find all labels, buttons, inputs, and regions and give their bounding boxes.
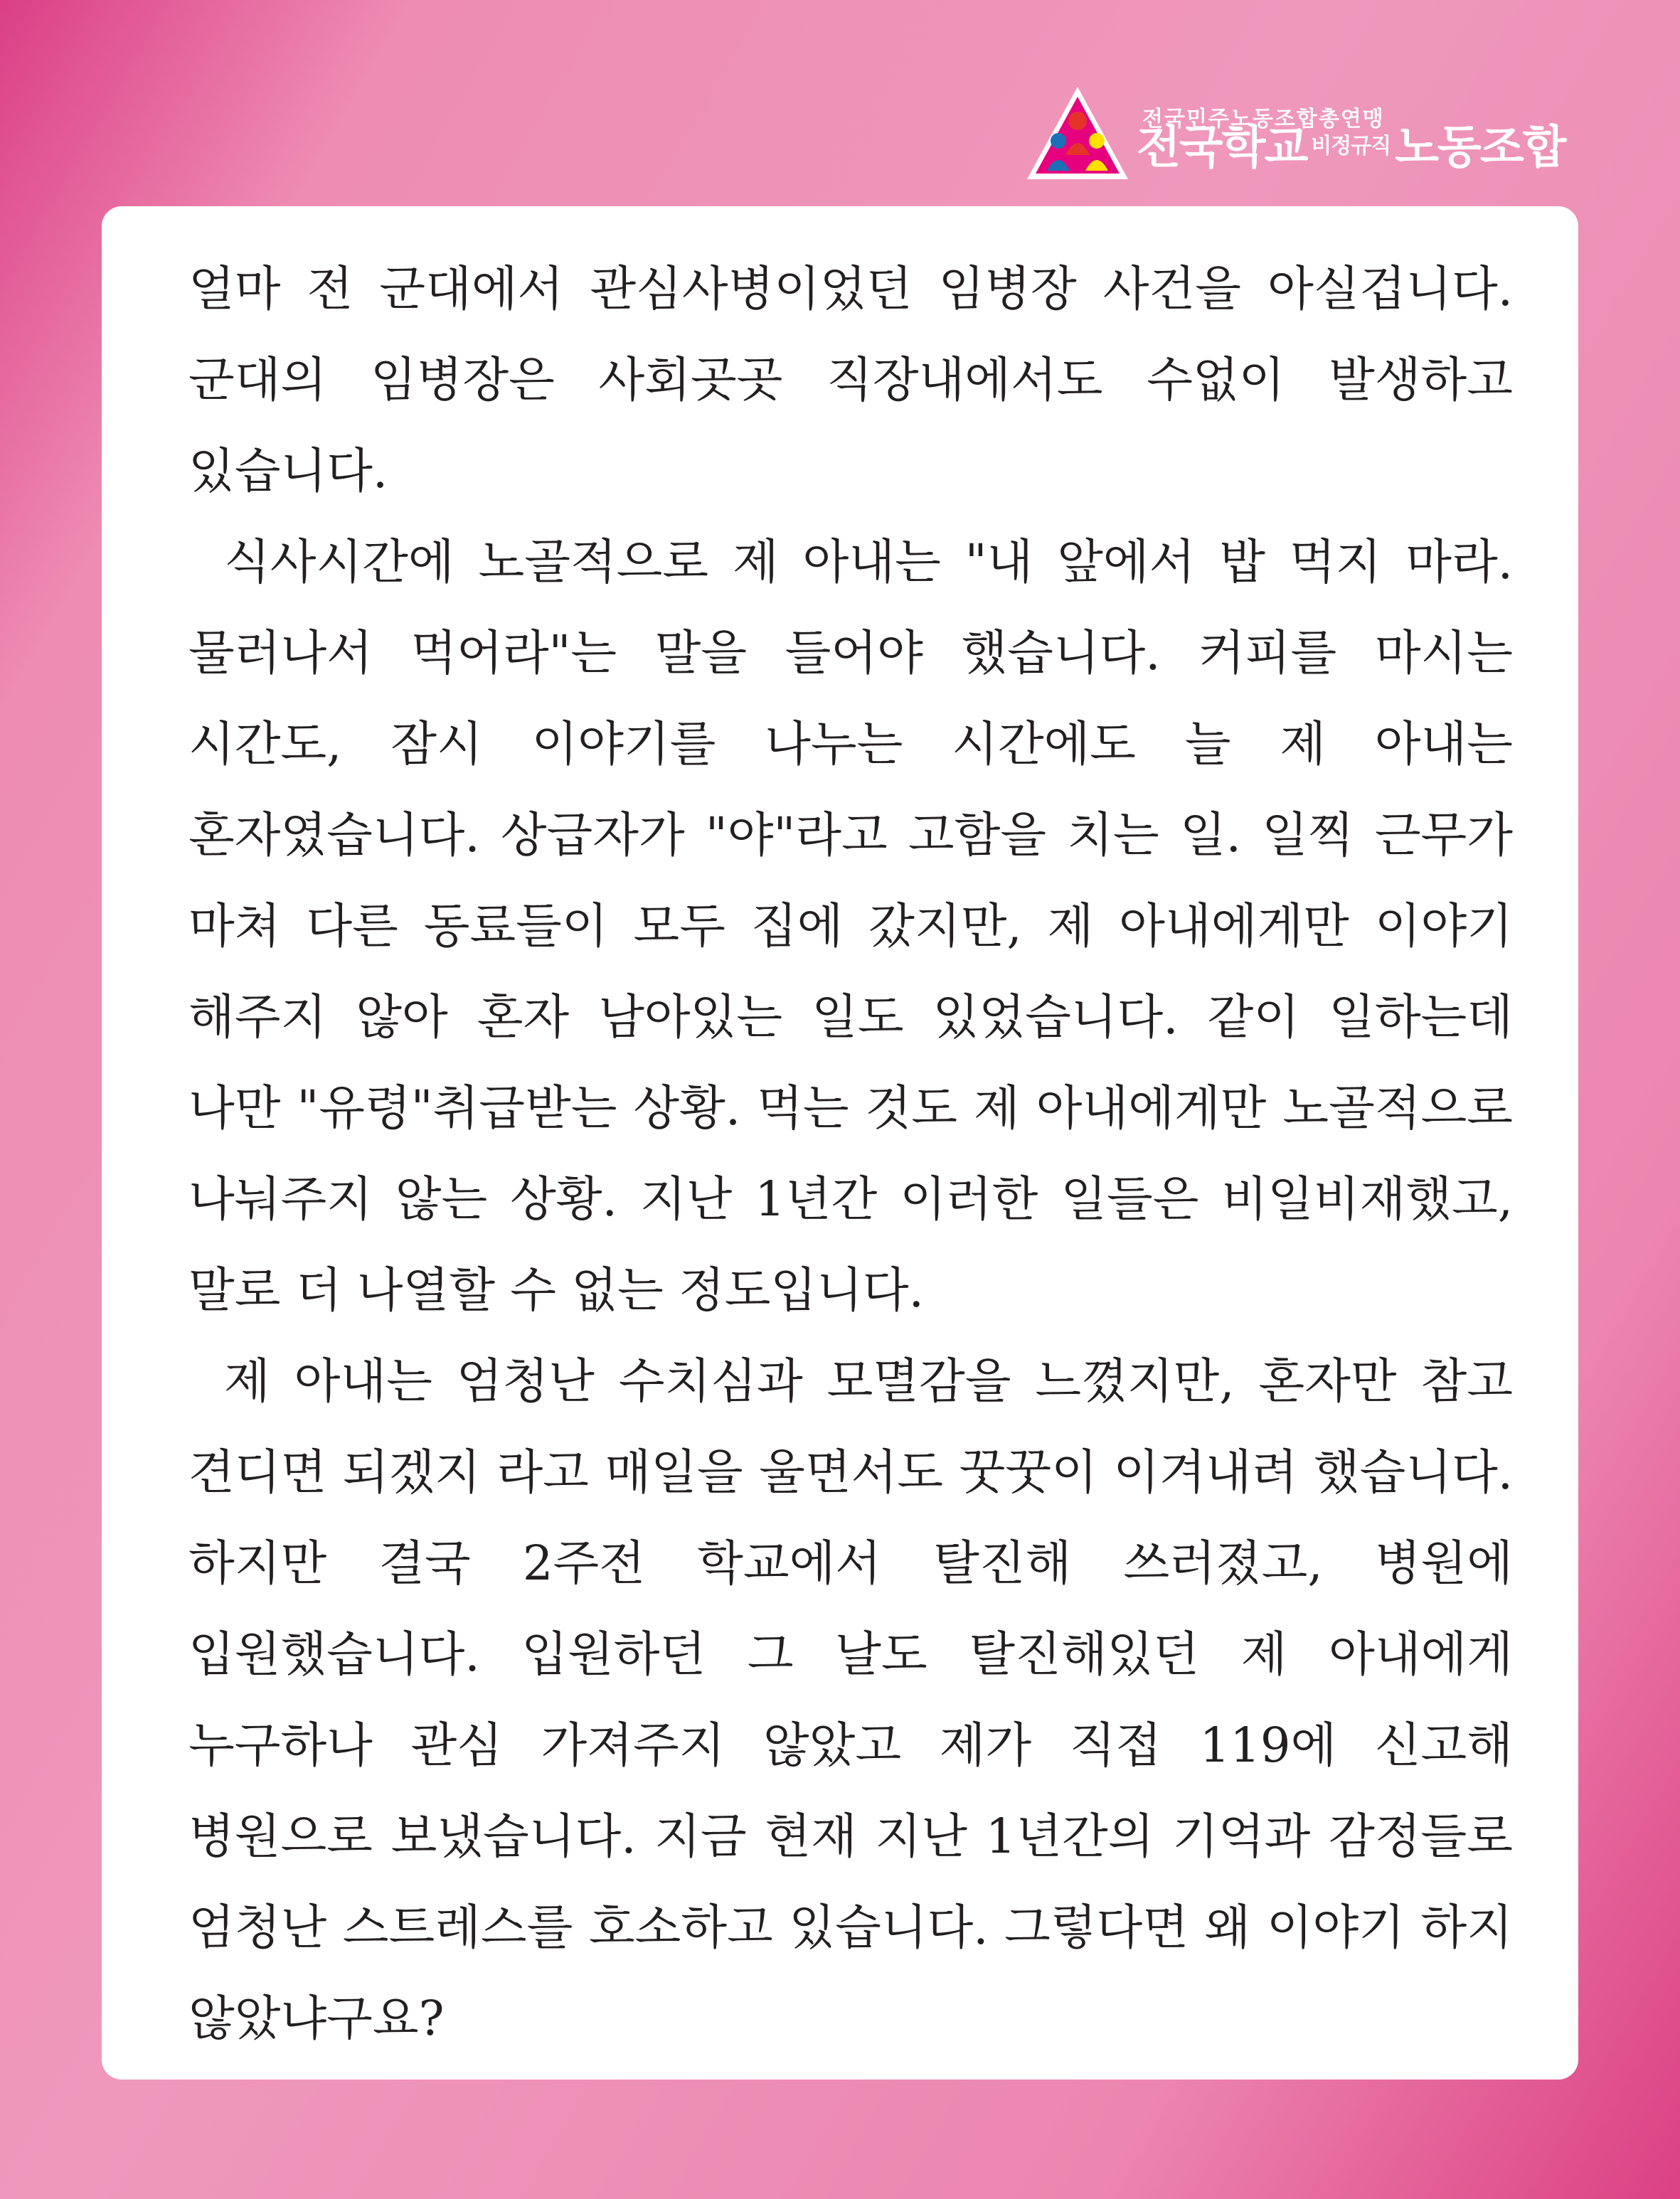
union-name-part1: 전국학교 xyxy=(1137,122,1307,174)
letter-card xyxy=(102,206,1578,2080)
union-name-part2: 비정규직 xyxy=(1311,134,1391,159)
federation-name: 전국민주노동조합총연맹 xyxy=(1142,107,1385,132)
union-logo xyxy=(1024,84,1572,183)
paragraph-2: 식사시간에 노골적으로 제 아내는 "내 앞에서 밥 먹지 마라. 물러나서 먹어라"는 말을 들어야 했습니다. 커피를 마시는 시간도, 잠시 이야기를 나누는 시간에도 늘 제 아내는 혼자였습니다. 상급자가 "야"라고 고함을 치는 일. 일찍 근무가 마쳐 다른 동료들이 모두 집에 갔지만, 제 아내에게만 이야기 해주지 않아 혼자 남아있는 일도 있었습니다. 같이 일하는데 나만 "유령"취급받는 상황. 먹는 것도 제 아내에게만 노골적으로 나눠주지 않는 상황. 지난 1년간 이러한 일들은 비일비재했고, 말로 더 나열할 수 없는 정도입니다. xyxy=(188,534,1513,1318)
union-emblem-icon xyxy=(1024,84,1131,183)
union-name-part3: 노동조합 xyxy=(1395,122,1565,174)
paragraph-1: 얼마 전 군대에서 관심사병이었던 임병장 사건을 아실겁니다. 군대의 임병장은 사회곳곳 직장내에서도 수없이 발생하고 있습니다. xyxy=(188,261,1513,499)
union-name xyxy=(1137,122,1565,174)
paragraph-3: 제 아내는 엄청난 수치심과 모멸감을 느꼈지만, 혼자만 참고 견디면 되겠지 라고 매일을 울면서도 꿋꿋이 이겨내려 했습니다. 하지만 결국 2주전 학교에서 탈진해 쓰러졌고, 병원에 입원했습니다. 입원하던 그 날도 탈진해있던 제 아내에게 누구하나 관심 가져주지 않았고 제가 직접 119에 신고해 병원으로 보냈습니다. 지금 현재 지난 1년간의 기억과 감정들로 엄청난 스트레스를 호소하고 있습니다. 그렇다면 왜 이야기 하지 않았냐구요? xyxy=(188,1353,1513,2046)
letter-body xyxy=(188,243,1513,2064)
